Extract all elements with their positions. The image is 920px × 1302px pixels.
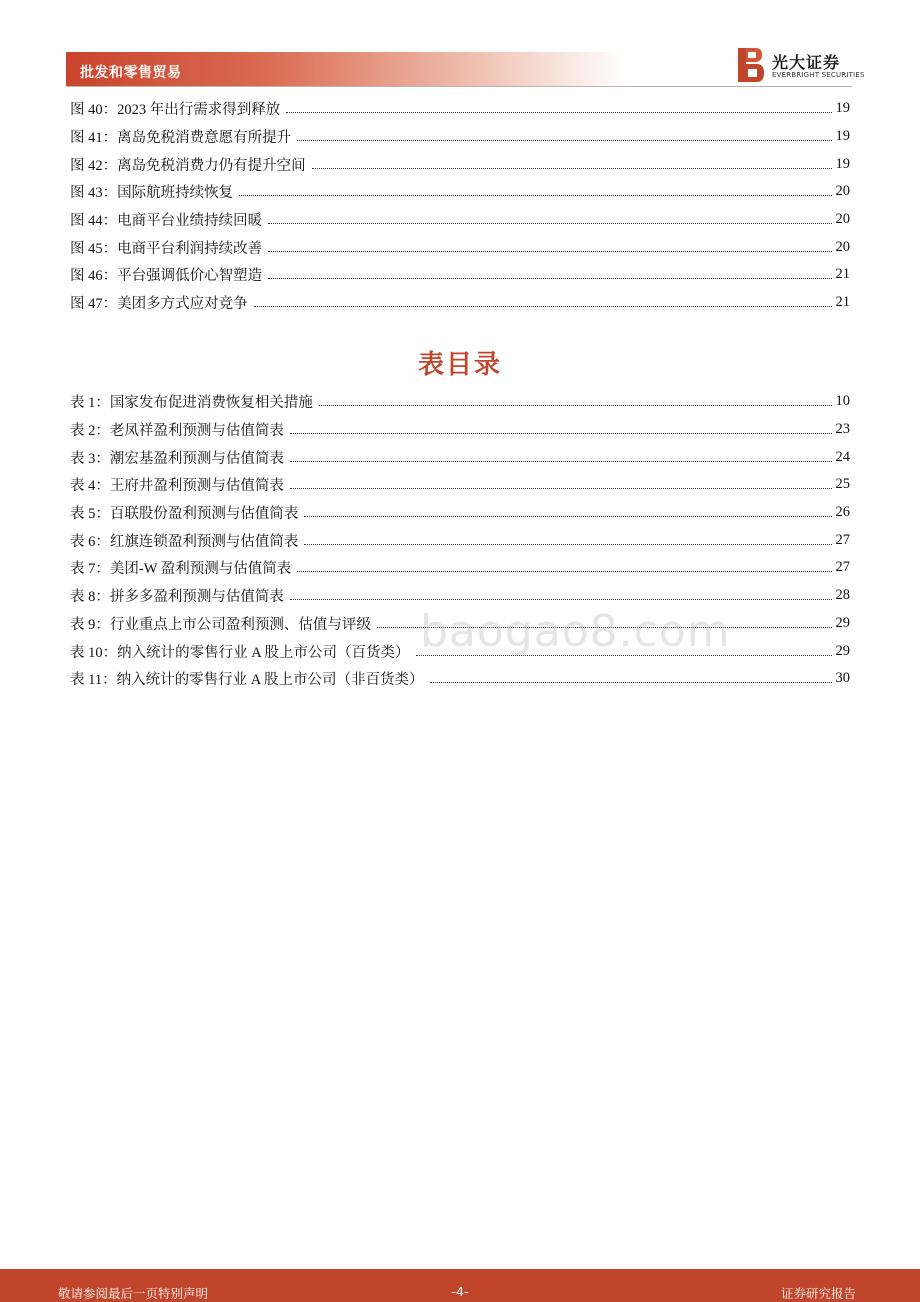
dot-leader xyxy=(268,223,831,224)
figure-list xyxy=(70,95,850,317)
footer-disclaimer: 敬请参阅最后一页特别声明 xyxy=(58,1286,209,1301)
dot-leader xyxy=(290,461,832,462)
watermark: baogao8.com xyxy=(420,606,731,657)
table-entry-page-number: 29 xyxy=(835,642,850,659)
dot-leader xyxy=(290,488,832,489)
header-section-title: 批发和零售贸易 xyxy=(80,65,182,81)
dot-leader xyxy=(254,306,832,307)
table-entry-label: 表 8：拼多多盈利预测与估值简表 xyxy=(70,589,284,606)
dot-leader xyxy=(268,251,831,252)
logo-chinese-name: 光大证券 xyxy=(772,53,841,72)
figure-entry-label: 图 46：平台强调低价心智塑造 xyxy=(70,268,263,285)
table-entry[interactable] xyxy=(70,416,850,444)
figure-entry-label: 图 40：2023 年出行需求得到释放 xyxy=(70,102,281,119)
table-entry[interactable] xyxy=(70,471,850,499)
table-entry-page-number: 28 xyxy=(835,587,850,604)
figure-entry-page-number: 19 xyxy=(835,100,850,117)
dot-leader xyxy=(312,168,832,169)
table-entry[interactable] xyxy=(70,665,850,693)
footer-report-type: 证券研究报告 xyxy=(780,1286,856,1301)
figure-entry[interactable] xyxy=(70,123,850,151)
dot-leader xyxy=(297,571,831,572)
dot-leader xyxy=(319,405,832,406)
figure-entry-label: 图 47：美团多方式应对竞争 xyxy=(70,296,248,313)
table-entry-page-number: 24 xyxy=(835,448,850,465)
company-logo xyxy=(738,48,865,84)
figure-entry[interactable] xyxy=(70,150,850,178)
figure-entry-page-number: 21 xyxy=(835,294,850,311)
figure-entry[interactable] xyxy=(70,261,850,289)
dot-leader xyxy=(304,516,831,517)
dot-leader xyxy=(304,544,831,545)
figure-entry[interactable] xyxy=(70,95,850,123)
table-entry-page-number: 29 xyxy=(835,614,850,631)
footer-page-number: -4- xyxy=(451,1284,469,1299)
figure-entry-label: 图 44：电商平台业绩持续回暖 xyxy=(70,213,263,230)
figure-entry[interactable] xyxy=(70,206,850,234)
table-entry-label: 表 1：国家发布促进消费恢复相关措施 xyxy=(70,395,313,412)
table-entry-label: 表 10：纳入统计的零售行业 A 股上市公司（百货类） xyxy=(70,644,410,661)
table-entry-label: 表 2：老凤祥盈利预测与估值简表 xyxy=(70,423,284,440)
figure-entry-page-number: 21 xyxy=(835,266,850,283)
dot-leader xyxy=(430,682,832,683)
table-entry-label: 表 3：潮宏基盈利预测与估值简表 xyxy=(70,450,284,467)
dot-leader xyxy=(286,112,831,113)
table-entry[interactable] xyxy=(70,443,850,471)
figure-entry[interactable] xyxy=(70,289,850,317)
table-entry-label: 表 7：美团-W 盈利预测与估值简表 xyxy=(70,561,292,578)
table-entry[interactable] xyxy=(70,554,850,582)
table-entry-page-number: 23 xyxy=(835,421,850,438)
table-entry-label: 表 6：红旗连锁盈利预测与估值简表 xyxy=(70,533,299,550)
dot-leader xyxy=(290,599,832,600)
figure-entry-label: 图 45：电商平台利润持续改善 xyxy=(70,240,263,257)
figure-entry[interactable] xyxy=(70,178,850,206)
figure-entry-page-number: 20 xyxy=(835,183,850,200)
logo-english-name: EVERBRIGHT SECURITIES xyxy=(772,71,865,79)
table-list-heading: 表目录 xyxy=(417,350,502,380)
dot-leader xyxy=(239,195,831,196)
dot-leader xyxy=(297,140,831,141)
figure-entry[interactable] xyxy=(70,233,850,261)
figure-entry-page-number: 19 xyxy=(835,155,850,172)
table-entry[interactable] xyxy=(70,526,850,554)
figure-entry-label: 图 43：国际航班持续恢复 xyxy=(70,185,234,202)
figure-entry-page-number: 20 xyxy=(835,238,850,255)
figure-entry-label: 图 41：离岛免税消费意愿有所提升 xyxy=(70,130,292,147)
table-entry-page-number: 26 xyxy=(835,504,850,521)
table-entry-page-number: 27 xyxy=(835,531,850,548)
figure-entry-label: 图 42：离岛免税消费力仍有提升空间 xyxy=(70,157,306,174)
table-entry-label: 表 4：王府井盈利预测与估值简表 xyxy=(70,478,284,495)
table-entry[interactable] xyxy=(70,499,850,527)
table-entry-page-number: 25 xyxy=(835,476,850,493)
figure-entry-page-number: 19 xyxy=(835,128,850,145)
everbright-logo-icon xyxy=(738,48,764,82)
table-entry-label: 表 5：百联股份盈利预测与估值简表 xyxy=(70,506,299,523)
table-entry-label: 表 9：行业重点上市公司盈利预测、估值与评级 xyxy=(70,616,371,633)
table-entry-page-number: 27 xyxy=(835,559,850,576)
dot-leader xyxy=(268,278,831,279)
table-entry-page-number: 30 xyxy=(835,670,850,687)
table-entry-label: 表 11：纳入统计的零售行业 A 股上市公司（非百货类） xyxy=(70,672,424,689)
table-entry-page-number: 10 xyxy=(835,393,850,410)
table-entry[interactable] xyxy=(70,388,850,416)
figure-entry-page-number: 20 xyxy=(835,211,850,228)
header-divider xyxy=(66,86,852,87)
dot-leader xyxy=(290,433,832,434)
